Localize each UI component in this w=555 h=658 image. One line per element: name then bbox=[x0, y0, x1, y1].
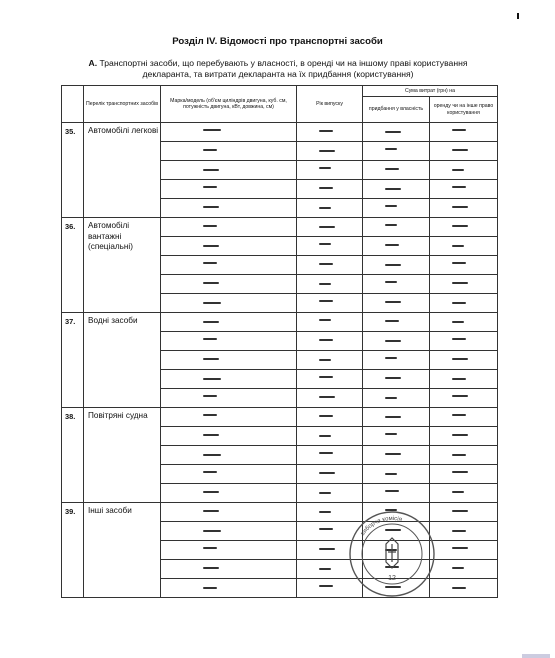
empty-value-dash bbox=[385, 188, 401, 190]
empty-value-dash bbox=[385, 416, 401, 418]
empty-value-dash bbox=[385, 433, 397, 435]
empty-value-dash bbox=[452, 206, 468, 208]
section-number: 35. bbox=[62, 123, 84, 218]
table-cell bbox=[297, 237, 363, 256]
table-cell bbox=[363, 237, 430, 256]
empty-value-dash bbox=[203, 358, 219, 360]
table-cell bbox=[297, 161, 363, 180]
empty-value-dash bbox=[385, 148, 397, 150]
empty-value-dash bbox=[452, 186, 466, 188]
table-cell bbox=[161, 237, 297, 256]
empty-value-dash bbox=[452, 169, 464, 171]
empty-value-dash bbox=[319, 492, 331, 494]
table-cell bbox=[161, 294, 297, 313]
empty-value-dash bbox=[203, 262, 217, 264]
table-cell bbox=[161, 199, 297, 218]
table-cell bbox=[430, 465, 498, 484]
table-cell bbox=[297, 256, 363, 275]
table-cell bbox=[430, 408, 498, 427]
empty-value-dash bbox=[319, 585, 333, 587]
section-title: Розділ IV. Відомості про транспортні засоби bbox=[172, 36, 383, 47]
empty-value-dash bbox=[452, 510, 468, 512]
table-cell bbox=[161, 351, 297, 370]
empty-value-dash bbox=[203, 282, 219, 284]
empty-value-dash bbox=[452, 225, 468, 227]
empty-value-dash bbox=[319, 452, 333, 454]
empty-value-dash bbox=[319, 568, 331, 570]
empty-value-dash bbox=[385, 224, 397, 226]
empty-value-dash bbox=[203, 547, 217, 549]
table-cell bbox=[297, 484, 363, 503]
table-cell bbox=[161, 522, 297, 541]
empty-value-dash bbox=[203, 206, 219, 208]
section-number: 37. bbox=[62, 313, 84, 408]
table-cell bbox=[161, 332, 297, 351]
empty-value-dash bbox=[203, 510, 219, 512]
table-row bbox=[62, 218, 498, 237]
empty-value-dash bbox=[385, 205, 397, 207]
empty-value-dash bbox=[319, 435, 331, 437]
table-cell bbox=[297, 180, 363, 199]
empty-value-dash bbox=[452, 378, 466, 380]
empty-value-dash bbox=[319, 283, 331, 285]
table-cell bbox=[363, 465, 430, 484]
table-cell bbox=[430, 294, 498, 313]
table-cell bbox=[430, 484, 498, 503]
table-cell bbox=[430, 123, 498, 142]
section-subtitle bbox=[88, 58, 468, 80]
table-cell bbox=[297, 408, 363, 427]
empty-value-dash bbox=[203, 434, 219, 436]
table-cell bbox=[363, 142, 430, 161]
vehicle-type-label: Автомобілі вантажні (спеціальні) bbox=[84, 218, 161, 313]
empty-value-dash bbox=[385, 244, 399, 246]
empty-value-dash bbox=[452, 454, 466, 456]
table-cell bbox=[161, 484, 297, 503]
table-cell bbox=[161, 408, 297, 427]
section-number: 36. bbox=[62, 218, 84, 313]
scan-corner-mark bbox=[522, 654, 550, 658]
empty-value-dash bbox=[385, 397, 397, 399]
table-cell bbox=[297, 294, 363, 313]
empty-value-dash bbox=[319, 150, 335, 152]
table-cell bbox=[430, 332, 498, 351]
empty-value-dash bbox=[203, 321, 219, 323]
empty-value-dash bbox=[203, 587, 217, 589]
empty-value-dash bbox=[385, 453, 401, 455]
table-row bbox=[62, 123, 498, 142]
empty-value-dash bbox=[385, 340, 401, 342]
table-cell bbox=[363, 294, 430, 313]
table-cell bbox=[161, 142, 297, 161]
empty-value-dash bbox=[319, 187, 333, 189]
subtitle-letter: А. bbox=[88, 58, 98, 68]
vehicle-type-label: Водні засоби bbox=[84, 313, 161, 408]
header-brand-model: Марка/модель (об'єм циліндрів двигуна, куб. см, потужність двигуна, кВт, довжина, см) bbox=[161, 86, 297, 123]
table-cell bbox=[363, 351, 430, 370]
empty-value-dash bbox=[385, 131, 401, 133]
header-year: Рік випуску bbox=[297, 86, 363, 123]
table-cell bbox=[161, 560, 297, 579]
table-cell bbox=[430, 427, 498, 446]
table-cell bbox=[161, 446, 297, 465]
empty-value-dash bbox=[203, 245, 219, 247]
empty-value-dash bbox=[203, 567, 219, 569]
table-cell bbox=[363, 123, 430, 142]
table-cell bbox=[363, 161, 430, 180]
empty-value-dash bbox=[385, 281, 397, 283]
table-cell bbox=[430, 579, 498, 598]
empty-value-dash bbox=[319, 167, 331, 169]
empty-value-dash bbox=[385, 264, 401, 266]
empty-value-dash bbox=[452, 149, 468, 151]
header-purchase: придбання у власність bbox=[363, 97, 430, 123]
table-cell bbox=[161, 389, 297, 408]
empty-value-dash bbox=[319, 548, 335, 550]
table-cell bbox=[430, 199, 498, 218]
empty-value-dash bbox=[319, 226, 335, 228]
empty-value-dash bbox=[319, 376, 333, 378]
vehicle-type-label: Інші засоби bbox=[84, 503, 161, 598]
table-cell bbox=[430, 275, 498, 294]
empty-value-dash bbox=[203, 129, 221, 131]
table-cell bbox=[430, 560, 498, 579]
table-cell bbox=[430, 522, 498, 541]
table-cell bbox=[161, 123, 297, 142]
table-cell bbox=[297, 332, 363, 351]
empty-value-dash bbox=[203, 186, 217, 188]
table-row bbox=[62, 313, 498, 332]
empty-value-dash bbox=[319, 263, 333, 265]
table-cell bbox=[161, 370, 297, 389]
empty-value-dash bbox=[452, 414, 466, 416]
empty-value-dash bbox=[452, 587, 466, 589]
table-cell bbox=[161, 180, 297, 199]
table-cell bbox=[430, 237, 498, 256]
table-cell bbox=[161, 427, 297, 446]
vehicle-type-label: Автомобілі легкові bbox=[84, 123, 161, 218]
subtitle-text: Транспортні засоби, що перебувають у власності, в оренді чи на іншому праві користування декларанта, та витрати декларанта на їх придбання (користування) bbox=[99, 58, 468, 79]
table-cell bbox=[297, 351, 363, 370]
empty-value-dash bbox=[319, 528, 333, 530]
empty-value-dash bbox=[203, 454, 221, 456]
empty-value-dash bbox=[452, 262, 466, 264]
table-cell bbox=[297, 275, 363, 294]
table-cell bbox=[430, 256, 498, 275]
table-cell bbox=[297, 313, 363, 332]
empty-value-dash bbox=[203, 169, 219, 171]
empty-value-dash bbox=[203, 471, 217, 473]
table-cell bbox=[363, 199, 430, 218]
corner-tick-mark bbox=[517, 13, 519, 19]
table-cell bbox=[161, 503, 297, 522]
table-cell bbox=[161, 256, 297, 275]
table-cell bbox=[430, 161, 498, 180]
table-cell bbox=[161, 313, 297, 332]
table-cell bbox=[161, 541, 297, 560]
table-cell bbox=[363, 427, 430, 446]
empty-value-dash bbox=[319, 300, 333, 302]
table-cell bbox=[297, 427, 363, 446]
empty-value-dash bbox=[385, 357, 397, 359]
table-cell bbox=[363, 180, 430, 199]
table-cell bbox=[430, 503, 498, 522]
empty-value-dash bbox=[319, 396, 335, 398]
empty-value-dash bbox=[452, 321, 464, 323]
table-cell bbox=[363, 446, 430, 465]
empty-value-dash bbox=[203, 302, 221, 304]
table-cell bbox=[363, 332, 430, 351]
empty-value-dash bbox=[452, 491, 464, 493]
empty-value-dash bbox=[452, 567, 464, 569]
table-cell bbox=[161, 161, 297, 180]
empty-value-dash bbox=[319, 207, 331, 209]
empty-value-dash bbox=[452, 129, 466, 131]
empty-value-dash bbox=[452, 338, 466, 340]
empty-value-dash bbox=[203, 395, 217, 397]
empty-value-dash bbox=[452, 358, 468, 360]
empty-value-dash bbox=[319, 359, 331, 361]
table-cell bbox=[430, 142, 498, 161]
table-cell bbox=[297, 199, 363, 218]
table-cell bbox=[430, 389, 498, 408]
empty-value-dash bbox=[452, 245, 464, 247]
table-cell bbox=[297, 446, 363, 465]
table-cell bbox=[363, 389, 430, 408]
empty-value-dash bbox=[452, 302, 466, 304]
stamp-text: виборча комісія bbox=[359, 515, 403, 537]
empty-value-dash bbox=[203, 149, 217, 151]
empty-value-dash bbox=[203, 491, 219, 493]
empty-value-dash bbox=[452, 471, 468, 473]
empty-value-dash bbox=[385, 473, 397, 475]
table-cell bbox=[363, 256, 430, 275]
empty-value-dash bbox=[319, 243, 331, 245]
empty-value-dash bbox=[319, 472, 335, 474]
empty-value-dash bbox=[452, 282, 468, 284]
section-number: 39. bbox=[62, 503, 84, 598]
trident-icon bbox=[386, 538, 398, 568]
empty-value-dash bbox=[385, 490, 399, 492]
empty-value-dash bbox=[203, 338, 217, 340]
table-cell bbox=[363, 313, 430, 332]
table-cell bbox=[297, 389, 363, 408]
table-cell bbox=[297, 370, 363, 389]
table-cell bbox=[297, 142, 363, 161]
table-cell bbox=[363, 218, 430, 237]
table-cell bbox=[430, 370, 498, 389]
vehicle-type-label: Повітряні судна bbox=[84, 408, 161, 503]
header-rent: оренду чи на інше право користування bbox=[430, 97, 498, 123]
empty-value-dash bbox=[203, 225, 217, 227]
empty-value-dash bbox=[452, 395, 468, 397]
table-row bbox=[62, 408, 498, 427]
table-cell bbox=[161, 465, 297, 484]
empty-value-dash bbox=[203, 378, 221, 380]
official-stamp bbox=[348, 510, 436, 598]
table-cell bbox=[430, 446, 498, 465]
empty-value-dash bbox=[385, 301, 401, 303]
empty-value-dash bbox=[203, 414, 217, 416]
empty-value-dash bbox=[452, 547, 468, 549]
table-cell bbox=[161, 579, 297, 598]
empty-value-dash bbox=[452, 530, 466, 532]
table-cell bbox=[297, 123, 363, 142]
header-vehicle-list: Перелік транспортних засобів bbox=[84, 86, 161, 123]
section-number: 38. bbox=[62, 408, 84, 503]
table-cell bbox=[363, 484, 430, 503]
empty-value-dash bbox=[319, 319, 331, 321]
table-cell bbox=[161, 275, 297, 294]
empty-value-dash bbox=[319, 130, 333, 132]
table-cell bbox=[363, 408, 430, 427]
empty-value-dash bbox=[203, 530, 221, 532]
table-cell bbox=[430, 313, 498, 332]
empty-value-dash bbox=[319, 339, 333, 341]
empty-value-dash bbox=[385, 168, 399, 170]
empty-value-dash bbox=[385, 377, 401, 379]
empty-value-dash bbox=[319, 511, 331, 513]
table-cell bbox=[161, 218, 297, 237]
table-cell bbox=[430, 541, 498, 560]
table-cell bbox=[297, 465, 363, 484]
header-sum: Сума витрат (грн) на bbox=[363, 86, 498, 97]
table-cell bbox=[297, 218, 363, 237]
table-cell bbox=[430, 180, 498, 199]
empty-value-dash bbox=[385, 320, 399, 322]
stamp-number: 12 bbox=[388, 575, 396, 582]
empty-value-dash bbox=[319, 415, 333, 417]
empty-value-dash bbox=[452, 434, 468, 436]
table-cell bbox=[363, 370, 430, 389]
table-cell bbox=[430, 351, 498, 370]
table-cell bbox=[363, 275, 430, 294]
table-cell bbox=[430, 218, 498, 237]
